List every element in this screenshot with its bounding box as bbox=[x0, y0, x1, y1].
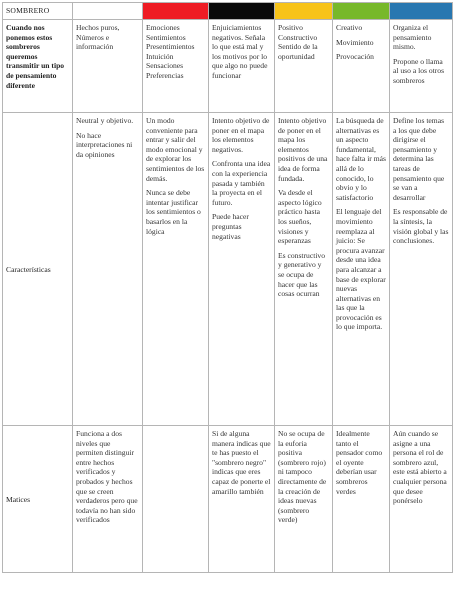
hat-yellow-swatch bbox=[275, 3, 333, 20]
cell-yellow bbox=[275, 426, 333, 573]
cell-paragraph: Emociones Sentimientos Presentimientos Intuición Sensaciones Preferencias bbox=[146, 23, 195, 80]
cell-paragraph: Confronta una idea con la experiencia pasada y también la proyecta en el futuro. bbox=[212, 159, 271, 207]
cell-paragraph: El lenguaje del movimiento reemplaza al juicio: Se procura avanzar desde una idea para alcanzar a base de explorar nuevas alternativas en las que la provocación es lo que importa. bbox=[336, 207, 386, 332]
row-label: Cuando nos ponemos estos sombreros queremos transmitir un tipo de pensamiento diferente bbox=[3, 20, 73, 113]
hat-color-swatch bbox=[333, 3, 389, 19]
header-row bbox=[3, 3, 453, 20]
row-label: Matices bbox=[3, 426, 73, 573]
cell-green bbox=[333, 113, 390, 426]
cell-blue bbox=[390, 113, 453, 426]
cell-blue bbox=[390, 20, 453, 113]
cell-paragraph: Propone o llama al uso a los otros sombreros bbox=[393, 56, 445, 85]
hat-color-swatch bbox=[209, 3, 274, 19]
row-label: Características bbox=[3, 113, 73, 426]
cell-red bbox=[143, 113, 209, 426]
hat-black-swatch bbox=[209, 3, 275, 20]
hat-color-swatch bbox=[390, 3, 452, 19]
cell-black bbox=[209, 426, 275, 573]
cell-paragraph: Movimiento bbox=[336, 37, 374, 47]
cell-paragraph: Neutral y objetivo. bbox=[76, 116, 134, 125]
cell-red bbox=[143, 20, 209, 113]
cell-paragraph: Creativo bbox=[336, 23, 363, 32]
cell-black bbox=[209, 20, 275, 113]
cell-yellow bbox=[275, 113, 333, 426]
cell-paragraph: Provocación bbox=[336, 52, 374, 62]
table-row-purpose bbox=[3, 20, 453, 113]
cell-paragraph: Si de alguna manera indicas que te has puesto el "sombrero negro" indicas que eres capaz de ponerte el amarillo también bbox=[212, 429, 271, 496]
hat-color-swatch bbox=[143, 3, 208, 19]
cell-white bbox=[73, 113, 143, 426]
cell-paragraph: Idealmente tanto el pensador como el oyente deberían usar sombreros verdes bbox=[336, 429, 383, 496]
cell-paragraph: No se ocupa de la euforia positiva (sombrero rojo) ni tampoco directamente de la creación de ideas nuevas (sombrero verde) bbox=[278, 429, 327, 525]
cell-paragraph: Positivo Constructivo Sentido de la oportunidad bbox=[278, 23, 318, 61]
hat-color-swatch bbox=[275, 3, 332, 19]
cell-paragraph: Intento objetivo de poner en el mapa los elementos positivos de una idea de forma fundada. bbox=[278, 116, 328, 183]
hat-blue-swatch bbox=[390, 3, 453, 20]
hat-color-swatch bbox=[73, 3, 142, 19]
cell-paragraph: Organiza el pensamiento mismo. bbox=[393, 23, 432, 52]
cell-paragraph: Puede hacer preguntas negativas bbox=[212, 212, 249, 241]
cell-paragraph: Intento objetivo de poner en el mapa los elementos negativos. bbox=[212, 116, 270, 154]
cell-paragraph: La búsqueda de alternativas es un aspecto fundamental, hace falta ir más allá de lo conocido, lo obvio y lo satisfactorio bbox=[336, 116, 386, 202]
cell-paragraph: Un modo conveniente para entrar y salir del modo emocional y de explorar los sentimientos de los demás. bbox=[146, 116, 205, 183]
six-hats-table bbox=[2, 2, 453, 573]
cell-paragraph: Va desde el aspecto lógico práctico hasta los sueños, visiones y esperanzas bbox=[278, 188, 322, 246]
cell-paragraph: Aún cuando se asigne a una persona el rol de sombrero azul, este está abierto a cualquier persona que desee ponérselo bbox=[393, 429, 447, 506]
cell-paragraph: Define los temas a los que debe dirigirse el pensamiento y determina las tareas de pensamiento que se van a desarrollar bbox=[393, 116, 445, 202]
table-row-characteristics bbox=[3, 113, 453, 426]
hat-red-swatch bbox=[143, 3, 209, 20]
header-title: SOMBRERO bbox=[3, 3, 73, 20]
cell-paragraph: Hechos puros, Números e información bbox=[76, 23, 120, 52]
cell-paragraph: Enjuiciamientos negativos. Señala lo que está mal y los motivos por lo que algo no puede funcionar bbox=[212, 23, 268, 80]
cell-paragraph: Es constructivo y generativo y se ocupa de hacer que las cosas ocurran bbox=[278, 250, 326, 299]
table-row-nuances bbox=[3, 426, 453, 573]
cell-white bbox=[73, 20, 143, 113]
hat-white-swatch bbox=[73, 3, 143, 20]
cell-red bbox=[143, 426, 209, 573]
cell-black bbox=[209, 113, 275, 426]
cell-paragraph: Funciona a dos niveles que permiten distinguir entre hechos verificados y probados y hechos que se creen verdaderos pero que todavía no han sido verificados bbox=[76, 429, 138, 525]
cell-paragraph: Es responsable de la síntesis, la visión global y las conclusiones. bbox=[393, 207, 449, 246]
cell-paragraph: No hace interpretaciones ni da opiniones bbox=[76, 130, 133, 159]
cell-blue bbox=[390, 426, 453, 573]
cell-green bbox=[333, 20, 390, 113]
cell-paragraph: Nunca se debe intentar justificar los sentimientos o basarlos en la lógica bbox=[146, 188, 201, 236]
cell-green bbox=[333, 426, 390, 573]
hat-green-swatch bbox=[333, 3, 390, 20]
cell-yellow bbox=[275, 20, 333, 113]
cell-white bbox=[73, 426, 143, 573]
